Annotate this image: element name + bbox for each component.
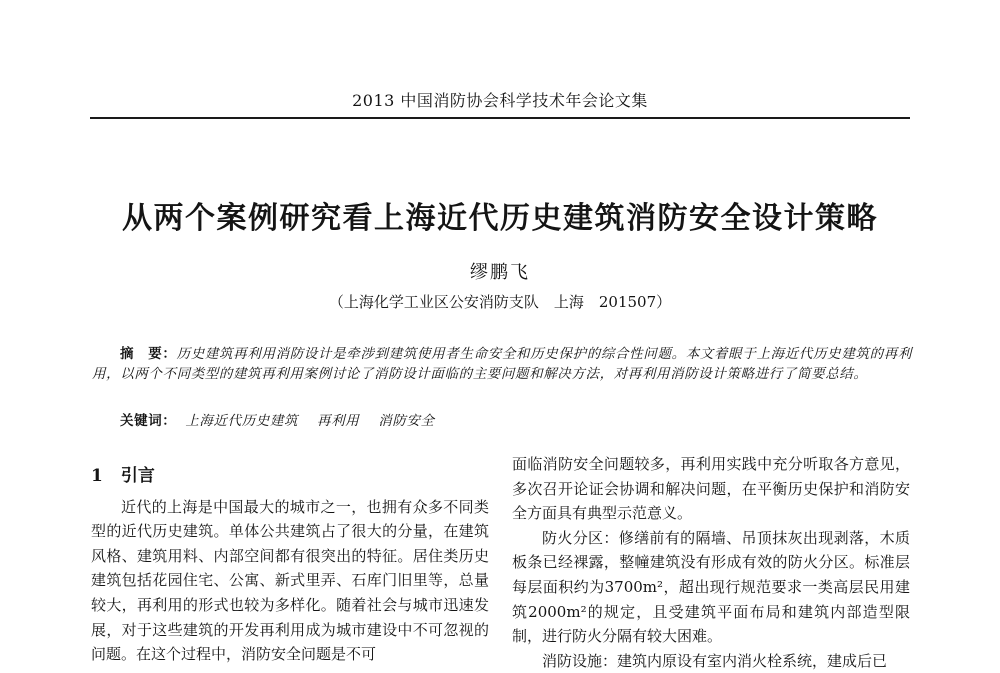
body-paragraph: 消防设施：建筑内原设有室内消火栓系统，建成后已 <box>542 651 888 670</box>
left-column <box>91 464 489 667</box>
body-paragraph: 近代的上海是中国最大的城市之一，也拥有众多不同类型的近代历史建筑。单体公共建筑占了很大的分量，在建筑风格、建筑用料、内部空间都有很突出的特征。居住类历史建筑包括花园住宅、公寓、新式里弄、石库门旧里等，总量较大，再利用的形式也较为多样化。随着社会与城市迅速发展，对于这些建筑的开发再利用成为城市建设中不可忽视的问题。在这个过程中，消防安全问题是不可 <box>91 497 489 664</box>
right-column <box>512 452 910 673</box>
author-affiliation: （上海化学工业区公安消防支队 上海 201507） <box>328 293 672 311</box>
abstract <box>92 344 912 384</box>
author-name: 缪鹏飞 <box>470 262 530 283</box>
abstract-label: 摘 要： <box>120 346 177 362</box>
keyword-item: 消防安全 <box>378 413 435 429</box>
header-rule <box>90 117 910 119</box>
body-paragraph: 防火分区：修缮前有的隔墙、吊顶抹灰出现剥落，木质板条已经裸露，整幢建筑没有形成有效的防火分区。标准层每层面积约为3700m²，超出现行规范要求一类高层民用建筑2000m²的规定，且受建筑平面布局和建筑内部造型限制，进行防火分隔有较大困难。 <box>512 528 910 646</box>
section-number: 1 <box>91 466 103 486</box>
paper-title: 从两个案例研究看上海近代历史建筑消防安全设计策略 <box>122 201 878 236</box>
keywords-label: 关键词： <box>120 413 177 429</box>
keywords <box>120 409 435 429</box>
abstract-text: 历史建筑再利用消防设计是牵涉到建筑使用者生命安全和历史保护的综合性问题。本文着眼于上海近代历史建筑的再利用，以两个不同类型的建筑再利用案例讨论了消防设计面临的主要问题和解决方法，对再利用消防设计策略进行了简要总结。 <box>92 346 912 382</box>
body-paragraph: 面临消防安全问题较多，再利用实践中充分听取各方意见，多次召开论证会协调和解决问题，在平衡历史保护和消防安全方面具有典型示范意义。 <box>512 455 910 523</box>
running-header: 2013 中国消防协会科学技术年会论文集 <box>352 91 648 110</box>
section-title: 引言 <box>120 466 155 486</box>
keyword-item: 上海近代历史建筑 <box>185 413 299 429</box>
section-heading <box>91 464 489 489</box>
keyword-item: 再利用 <box>317 413 360 429</box>
